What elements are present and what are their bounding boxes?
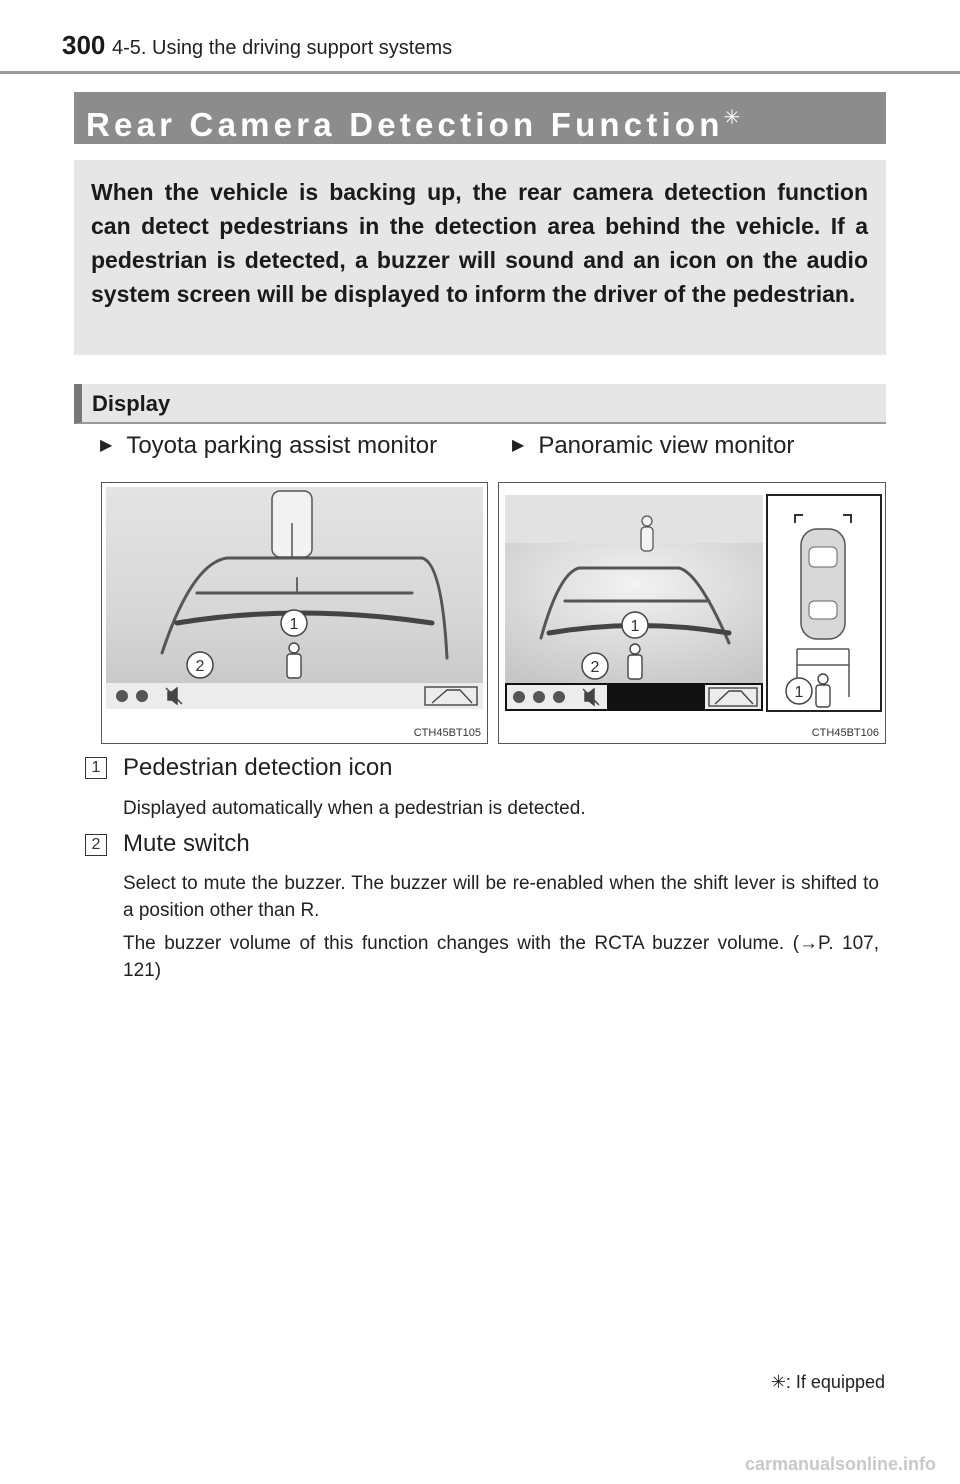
pedestrian-icon <box>816 674 830 707</box>
item-desc: Displayed automatically when a pedestrian is detected. <box>123 798 586 819</box>
pedestrian-icon <box>628 644 642 679</box>
callout-2 <box>187 652 213 678</box>
if-equipped-mark: ✳ <box>723 107 741 129</box>
figure-code: CTH45BT106 <box>811 727 879 739</box>
page-title-text: Rear Camera Detection Function <box>86 106 724 143</box>
watermark: carmanualsonline.info <box>744 1454 936 1474</box>
svg-text:1: 1 <box>794 684 804 701</box>
vehicle-top-view <box>801 529 845 639</box>
header-divider <box>0 71 960 74</box>
svg-text:1: 1 <box>289 616 299 633</box>
figure-panoramic-view-monitor <box>498 482 886 744</box>
svg-text:1: 1 <box>630 618 640 635</box>
figure-label-text: Panoramic view monitor <box>538 432 795 459</box>
figure-code: CTH45BT105 <box>413 727 481 739</box>
footnote <box>771 1372 885 1393</box>
callout-1 <box>622 612 648 638</box>
section-title: 4-5. Using the driving support systems <box>112 37 453 59</box>
figure-label-parking-assist <box>100 432 437 460</box>
item-number-1: 1 <box>85 757 107 779</box>
callout-2 <box>582 653 608 679</box>
item-title-mute-switch: Mute switch <box>123 830 250 857</box>
parking-assist-screen <box>102 483 487 713</box>
pedestrian-icon <box>287 643 301 678</box>
figure-parking-assist-monitor <box>101 482 488 744</box>
svg-text:2: 2 <box>195 658 205 675</box>
item-number-2: 2 <box>85 834 107 856</box>
triangle-right-icon: ▶ <box>512 437 525 454</box>
intro-text: When the vehicle is backing up, the rear camera detection function can detect pedestrians in the detection area behind the vehicle. If a pedestrian is detected, a buzzer will sound and an icon on the audio system screen will be displayed to inform the driver of the pedestrian. <box>74 160 886 355</box>
page-title <box>74 92 886 144</box>
footnote-text: : If equipped <box>785 1372 885 1392</box>
item-desc: The buzzer volume of this function changes with the RCTA buzzer volume. (→P. 107, 121) <box>123 933 879 981</box>
panoramic-screen <box>499 483 885 713</box>
display-subheading: Display <box>74 384 886 424</box>
camera-icons <box>513 691 565 703</box>
item-desc: Select to mute the buzzer. The buzzer will be re-enabled when the shift lever is shifted to a position other than R. <box>123 873 879 921</box>
item-title-pedestrian-detection-icon: Pedestrian detection icon <box>123 754 393 781</box>
if-equipped-mark: ✳ <box>770 1372 786 1392</box>
callout-1 <box>281 610 307 636</box>
figure-label-text: Toyota parking assist monitor <box>126 432 438 459</box>
svg-text:2: 2 <box>590 659 600 676</box>
page-number: 300 <box>62 30 106 60</box>
pedestrian-figure-far <box>641 516 653 551</box>
triangle-right-icon: ▶ <box>100 437 113 454</box>
figure-label-panoramic <box>512 432 794 460</box>
pedestrian-figure-far <box>272 491 312 557</box>
callout-1 <box>786 678 812 704</box>
